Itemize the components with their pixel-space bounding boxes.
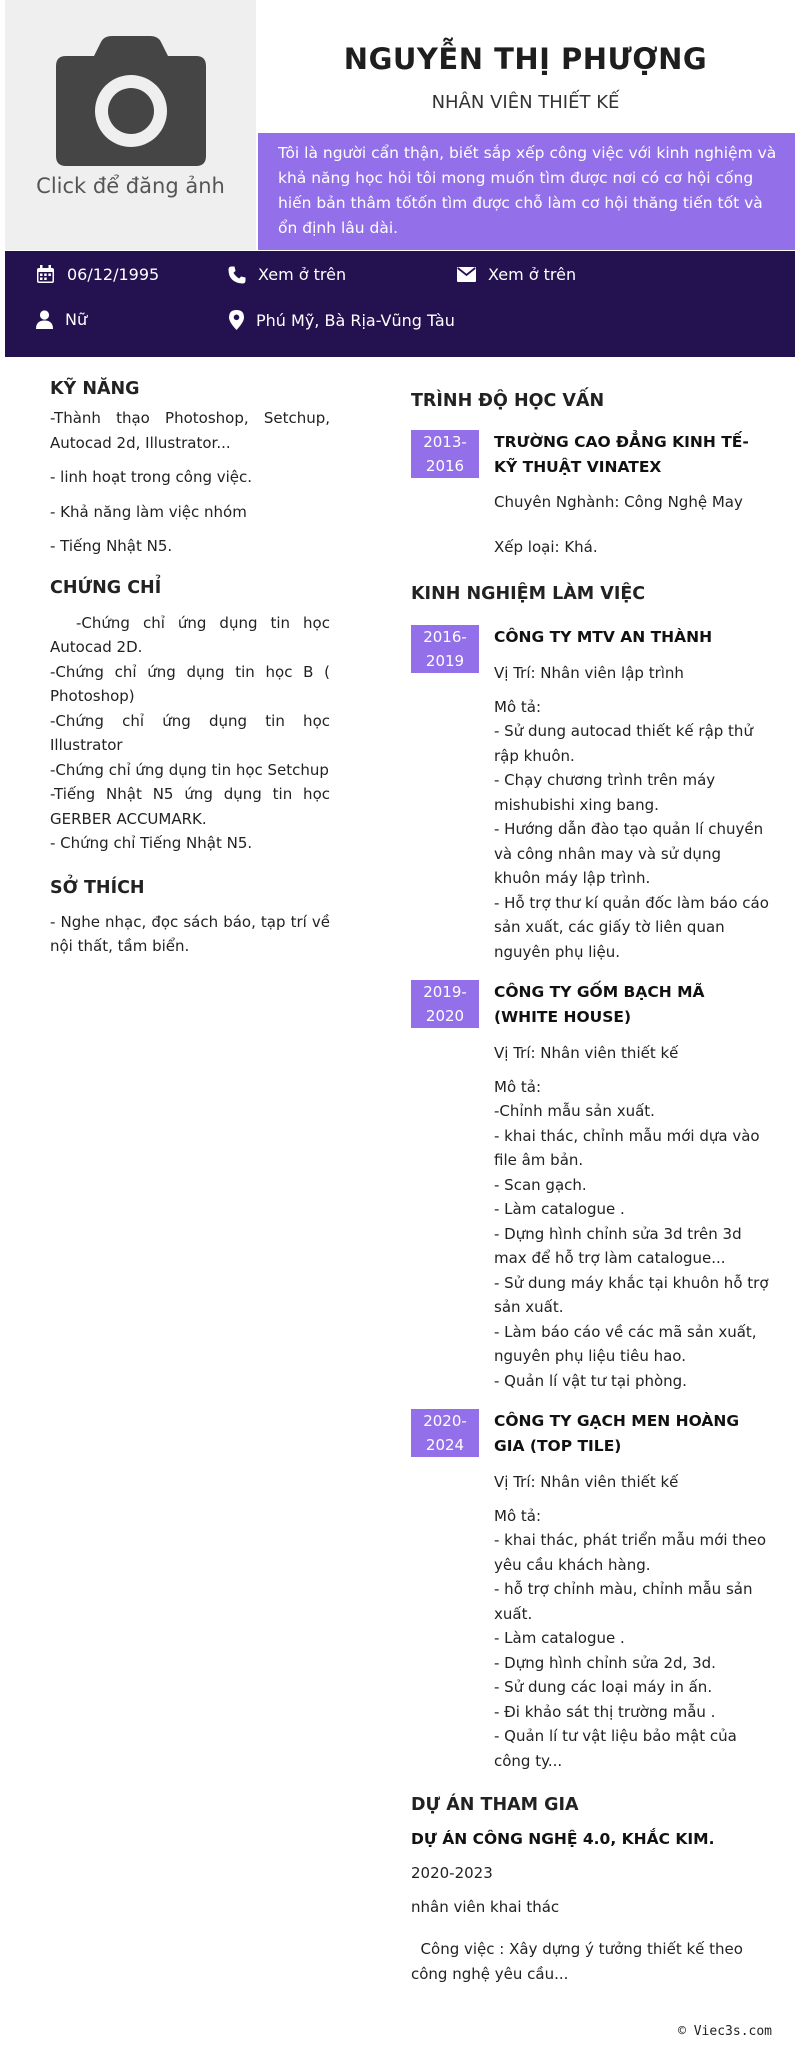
company-name: CÔNG TY MTV AN THÀNH	[494, 628, 713, 646]
location-pin-icon	[229, 310, 244, 330]
job-entry	[411, 625, 771, 964]
company-name: CÔNG TY GẠCH MEN HOÀNG GIA (TOP TILE)	[494, 1412, 740, 1455]
job-desc-line: - Quản lí vật tư tại phòng.	[494, 1371, 687, 1390]
address-value: Phú Mỹ, Bà Rịa-Vũng Tàu	[256, 310, 455, 330]
job-desc-line: - hỗ trợ chỉnh màu, chỉnh mẫu sản xuất.	[494, 1580, 753, 1623]
job-title: NHÂN VIÊN THIẾT KẾ	[431, 92, 620, 113]
certificate-item: -Chứng chỉ ứng dụng tin học Setchup	[50, 760, 329, 779]
projects-heading: DỰ ÁN THAM GIA	[411, 1795, 579, 1815]
job-position: Vị Trí: Nhân viên thiết kế	[494, 1044, 679, 1062]
project-role: nhân viên khai thác	[411, 1897, 560, 1916]
job-desc-label: Mô tả:	[494, 1506, 542, 1525]
skill-item: - linh hoạt trong công việc.	[50, 468, 253, 486]
project-name: DỰ ÁN CÔNG NGHỆ 4.0, KHẮC KIM.	[411, 1830, 715, 1848]
left-column	[50, 379, 335, 959]
hobbies-heading: SỞ THÍCH	[50, 877, 145, 898]
job-desc-line: - Hướng dẫn đào tạo quản lí chuyền và công nhân may và sử dụng khuôn máy lập trình.	[494, 820, 764, 887]
job-desc-line: - khai thác, chỉnh mẫu mới dựa vào file âm bản.	[494, 1126, 760, 1169]
project-years: 2020-2023	[411, 1864, 493, 1882]
user-icon	[36, 310, 53, 329]
experience-heading: KINH NGHIỆM LÀM VIỆC	[411, 584, 646, 604]
certificate-item: -Chứng chỉ ứng dụng tin học Autocad 2D.	[50, 613, 335, 656]
project-work: Công việc : Xây dựng ý tưởng thiết kế theo công nghệ yêu cầu...	[411, 1940, 748, 1983]
year-badge: 2020- 2024	[411, 1409, 479, 1457]
job-desc-line: - Quản lí tư vật liệu bảo mật của công ty...	[494, 1727, 737, 1770]
job-entry	[411, 980, 771, 1393]
right-column	[411, 391, 771, 1986]
skills-heading: KỸ NĂNG	[50, 379, 140, 399]
year-badge: 2016- 2019	[411, 625, 479, 673]
education-entry	[411, 430, 771, 559]
year-badge: 2019- 2020	[411, 980, 479, 1028]
job-desc-line: - Dựng hình chỉnh sửa 3d trên 3d max để hỗ trợ làm catalogue...	[494, 1224, 742, 1267]
job-desc-line: - Hỗ trợ thư kí quản đốc làm báo cáo sản xuất, các giấy tờ liên quan nguyên phụ liệu.	[494, 893, 769, 961]
company-name: CÔNG TY GỐM BẠCH MÃ (WHITE HOUSE)	[494, 983, 705, 1026]
career-summary: Tôi là người cẩn thận, biết sắp xếp công việc với kinh nghiệm và khả năng học hỏi tôi mong muốn tìm được nơi có cơ hội cống hiến bản thâm tốtốn tìm được chỗ làm cơ hội thăng tiến tốt và ổn định lâu dài.	[258, 133, 795, 250]
contact-gender	[36, 310, 87, 329]
camera-icon	[56, 36, 206, 166]
footer-credit: © Viec3s.com	[678, 2024, 772, 2039]
job-position: Vị Trí: Nhân viên thiết kế	[494, 1473, 679, 1491]
rank: Xếp loại: Khá.	[494, 537, 598, 556]
job-desc-label: Mô tả:	[494, 1077, 542, 1096]
job-desc-line: - Đi khảo sát thị trường mẫu .	[494, 1702, 716, 1721]
job-desc-line: - Sử dung máy khắc tại khuôn hỗ trợ sản xuất.	[494, 1273, 769, 1316]
job-desc-line: - Chạy chương trình trên máy mishubishi xing bang.	[494, 771, 716, 814]
education-heading: TRÌNH ĐỘ HỌC VẤN	[411, 391, 605, 411]
birthday-value: 06/12/1995	[67, 265, 160, 284]
certificate-item: - Chứng chỉ Tiếng Nhật N5.	[50, 834, 253, 852]
certificate-item: -Chứng chỉ ứng dụng tin học Illustrator	[50, 711, 330, 754]
job-desc-line: - Làm báo cáo về các mã sản xuất, nguyên phụ liệu tiêu hao.	[494, 1322, 757, 1365]
certificate-item: -Tiếng Nhật N5 ứng dụng tin học GERBER ACCUMARK.	[50, 785, 330, 828]
job-desc-line: - Sử dung các loại máy in ấn.	[494, 1678, 713, 1696]
contact-bar	[5, 251, 795, 357]
job-desc-line: -Chỉnh mẫu sản xuất.	[494, 1102, 655, 1120]
photo-upload-label: Click để đăng ảnh	[36, 174, 225, 198]
major: Chuyên Nghành: Công Nghệ May	[494, 493, 743, 511]
job-position: Vị Trí: Nhân viên lập trình	[494, 664, 684, 682]
gender-value: Nữ	[65, 310, 88, 329]
certificates-heading: CHỨNG CHỈ	[50, 577, 162, 598]
job-entry	[411, 1409, 771, 1773]
job-desc-label: Mô tả:	[494, 697, 542, 716]
phone-value: Xem ở trên	[258, 265, 347, 284]
job-desc-line: - khai thác, phát triển mẫu mới theo yêu cầu khách hàng.	[494, 1531, 767, 1574]
certificate-item: -Chứng chỉ ứng dụng tin học B ( Photoshop)	[50, 662, 330, 705]
phone-icon	[228, 266, 246, 284]
job-desc-line: - Dựng hình chỉnh sửa 2d, 3d.	[494, 1653, 716, 1672]
skill-item: - Tiếng Nhật N5.	[50, 537, 173, 555]
contact-address	[229, 310, 455, 330]
contact-email	[457, 265, 576, 284]
mail-icon	[457, 267, 476, 282]
hobbies-text: - Nghe nhạc, đọc sách báo, tạp trí về nội thất, tầm biển.	[50, 912, 330, 955]
contact-phone	[228, 265, 346, 284]
email-value: Xem ở trên	[488, 265, 577, 284]
school-name: TRƯỜNG CAO ĐẲNG KINH TẾ- KỸ THUẬT VINATEX	[494, 433, 749, 476]
job-desc-line: - Scan gạch.	[494, 1175, 587, 1194]
skill-item: - Khả năng làm việc nhóm	[50, 502, 247, 521]
contact-birthday	[36, 265, 159, 284]
skill-item: -Thành thạo Photoshop, Setchup, Autocad 2d, Illustrator...	[50, 409, 330, 452]
job-desc-line: - Làm catalogue .	[494, 1200, 625, 1218]
job-desc-line: - Sử dung autocad thiết kế rập thử rập khuôn.	[494, 722, 753, 765]
calendar-icon	[36, 265, 55, 284]
job-desc-line: - Làm catalogue .	[494, 1629, 625, 1647]
photo-upload[interactable]	[5, 0, 256, 250]
candidate-name: NGUYỄN THỊ PHƯỢNG	[343, 42, 708, 76]
year-badge: 2013- 2016	[411, 430, 479, 478]
